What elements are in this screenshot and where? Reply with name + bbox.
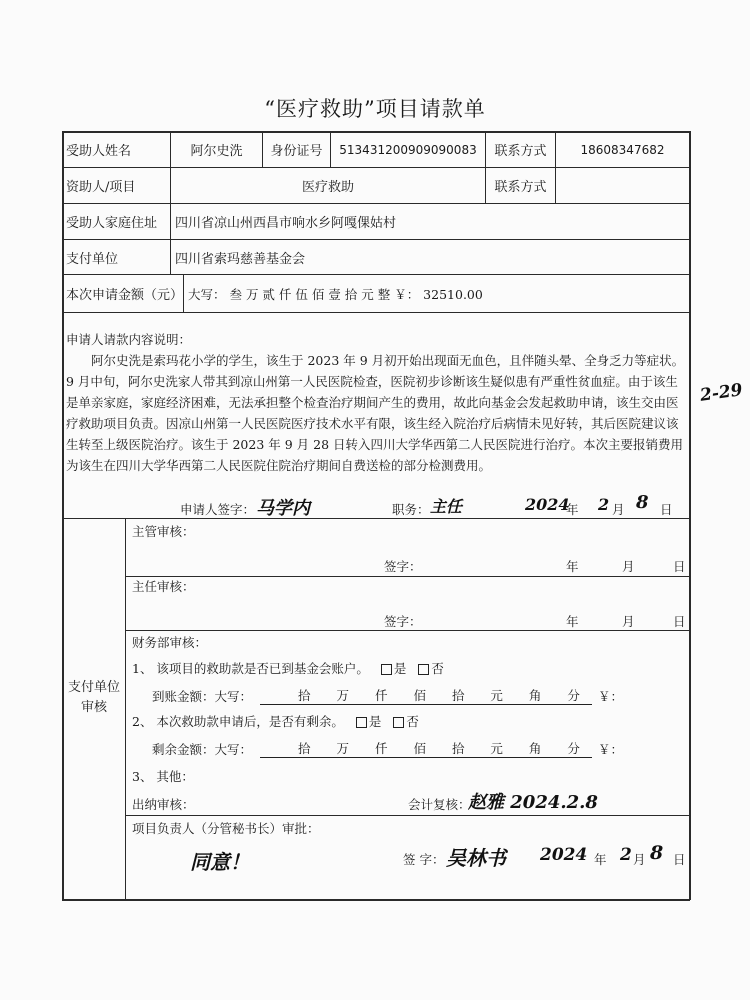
margin-note: 2-29 bbox=[698, 380, 744, 406]
unit-bai: 佰 bbox=[413, 741, 426, 756]
finance-q1 bbox=[132, 659, 444, 677]
unit-shi: 拾 bbox=[451, 741, 465, 756]
q2-yes-checkbox[interactable] bbox=[356, 717, 367, 728]
q2-no-checkbox[interactable] bbox=[393, 717, 404, 728]
applicant-day: 8 bbox=[636, 492, 649, 513]
finance-q2-text: 2、 本次救助款申请后，是否有剩余。 bbox=[132, 714, 344, 729]
applicant-sign-label: 申请人签字： bbox=[180, 502, 256, 517]
received-currency: ￥： bbox=[598, 689, 624, 704]
supervisor-day: 日 bbox=[673, 559, 686, 574]
unit-yuan: 元 bbox=[490, 741, 503, 756]
q1-yes-label: 是 bbox=[393, 661, 407, 676]
applicant-year: 2024 bbox=[525, 495, 570, 514]
unit-jiao: 角 bbox=[528, 741, 542, 756]
project-lead-sign-label: 签 字： bbox=[403, 852, 445, 867]
amount-label: 本次申请金额（元） bbox=[66, 288, 184, 303]
table-border-right bbox=[689, 131, 691, 900]
unit-fen: 分 bbox=[567, 688, 580, 703]
table-border-left bbox=[62, 131, 64, 900]
project-lead-signature: 吴林书 bbox=[446, 846, 506, 870]
director-day: 日 bbox=[673, 614, 686, 629]
row-line bbox=[125, 576, 690, 577]
sponsor-project-label: 资助人/项目 bbox=[66, 180, 136, 195]
form-title: “医疗救助”项目请款单 bbox=[264, 97, 486, 121]
description-body: 阿尔史洗是索玛花小学的学生，该生于 2023 年 9 月初开始出现面无血色，且伴随头晕、全身乏力等症状。9 月中旬，阿尔史洗家人带其到凉山州第一人民医院检查，医院初步诊断该生疑似患有严重性贫血症。由于该生是单亲家庭，家庭经济困难，无法承担整个检查治疗期间产生的费用，故此向基金会发起救助申请，该生交由医疗救助项目负责。因凉山州第一人民医院医疗技术水平有限，该生经入院治疗后病情未见好转，其后医院建议该生转至上级医院治疗。该生于 2023 年 9 月 28 日转入四川大学华西第二人民医院进行治疗。本次主要报销费用为该生在四川大学华西第二人民医院住院治疗期间自费送检的部分检测费用。 bbox=[66, 353, 685, 473]
unit-shi: 拾 bbox=[298, 688, 311, 703]
cashier-label: 出纳审核： bbox=[132, 797, 195, 812]
sponsor-contact-label: 联系方式 bbox=[494, 180, 547, 195]
q1-yes-checkbox[interactable] bbox=[381, 664, 392, 675]
address-label: 受助人家庭住址 bbox=[66, 216, 158, 231]
applicant-position-label: 职务： bbox=[392, 502, 430, 517]
row-line bbox=[62, 518, 690, 519]
payment-unit-value: 四川省索玛慈善基金会 bbox=[175, 251, 306, 267]
finance-label: 财务部审核： bbox=[132, 635, 208, 650]
id-number-value: 513431200909090083 bbox=[339, 142, 477, 157]
unit-wan: 万 bbox=[336, 741, 349, 756]
finance-q3: 3、 其他： bbox=[132, 769, 194, 784]
director-month: 月 bbox=[622, 614, 635, 629]
q2-yes-label: 是 bbox=[368, 714, 382, 729]
unit-qian: 仟 bbox=[374, 741, 388, 756]
project-lead-label: 项目负责人（分管秘书长）审批： bbox=[132, 821, 320, 836]
project-lead-day: 8 bbox=[650, 842, 664, 864]
unit-shi: 拾 bbox=[298, 741, 311, 756]
remaining-amount-label: 剩余金额：大写： bbox=[152, 742, 253, 757]
payment-unit-label: 支付单位 bbox=[66, 251, 119, 267]
unit-wan: 万 bbox=[336, 688, 349, 703]
finance-q1-text: 1、 该项目的救助款是否已到基金会账户。 bbox=[132, 661, 369, 676]
recipient-name-label: 受助人姓名 bbox=[66, 144, 132, 159]
accountant-signature: 赵雅 2024.2.8 bbox=[468, 792, 598, 813]
received-amount-underline bbox=[260, 704, 592, 705]
project-lead-comment: 同意！ bbox=[190, 850, 250, 874]
applicant-signature: 马学内 bbox=[256, 498, 310, 519]
unit-fen: 分 bbox=[567, 741, 580, 756]
director-year: 年 bbox=[566, 614, 579, 629]
table-border-bottom bbox=[62, 899, 690, 901]
contact-label: 联系方式 bbox=[494, 144, 547, 159]
supervisor-month: 月 bbox=[622, 559, 635, 574]
q1-no-checkbox[interactable] bbox=[418, 664, 429, 675]
supervisor-sign-label: 签字： bbox=[384, 559, 422, 574]
q1-no-label: 否 bbox=[431, 661, 444, 676]
unit-qian: 仟 bbox=[374, 688, 388, 703]
id-number-label: 身份证号 bbox=[270, 144, 323, 159]
applicant-year-unit: 年 bbox=[566, 502, 579, 517]
project-lead-year: 2024 bbox=[540, 845, 588, 865]
unit-jiao: 角 bbox=[528, 688, 542, 703]
remaining-currency: ￥： bbox=[598, 742, 624, 757]
director-label: 主任审核： bbox=[132, 579, 195, 594]
project-lead-month: 2 bbox=[620, 845, 632, 865]
description-block bbox=[66, 329, 686, 476]
contact-value: 18608347682 bbox=[580, 142, 665, 157]
row-line bbox=[62, 312, 690, 313]
row-line bbox=[125, 815, 690, 816]
received-amount-label: 到账金额：大写： bbox=[152, 689, 253, 704]
remaining-amount-units bbox=[298, 739, 580, 757]
project-lead-month-unit: 月 bbox=[633, 852, 646, 867]
applicant-month-unit: 月 bbox=[612, 502, 625, 517]
applicant-position-value: 主任 bbox=[430, 497, 463, 516]
unit-bai: 佰 bbox=[413, 688, 426, 703]
supervisor-label: 主管审核： bbox=[132, 524, 195, 539]
accountant-label: 会计复核： bbox=[408, 797, 471, 812]
unit-yuan: 元 bbox=[490, 688, 503, 703]
col-line bbox=[170, 239, 171, 274]
unit-shi: 拾 bbox=[451, 688, 465, 703]
supervisor-year: 年 bbox=[566, 559, 579, 574]
received-amount-units bbox=[298, 686, 580, 704]
finance-q2 bbox=[132, 712, 419, 730]
sponsor-contact-value bbox=[556, 168, 689, 203]
applicant-month: 2 bbox=[598, 495, 610, 514]
row-line bbox=[125, 630, 690, 631]
director-sign-label: 签字： bbox=[384, 614, 422, 629]
recipient-name-value: 阿尔史洗 bbox=[190, 144, 243, 159]
payment-review-label: 支付单位审核 bbox=[67, 680, 120, 715]
col-line bbox=[125, 518, 126, 900]
project-lead-year-unit: 年 bbox=[594, 852, 607, 867]
applicant-day-unit: 日 bbox=[660, 502, 673, 517]
amount-value: 大写： 叁 万 贰 仟 伍 佰 壹 拾 元 整 ￥： 32510.00 bbox=[188, 286, 483, 302]
description-heading: 申请人请款内容说明： bbox=[66, 332, 192, 347]
address-value: 四川省凉山州西昌市响水乡阿嘎倮姑村 bbox=[175, 216, 397, 231]
remaining-amount-underline bbox=[260, 757, 592, 758]
sponsor-project-value: 医疗救助 bbox=[301, 180, 354, 195]
q2-no-label: 否 bbox=[406, 714, 419, 729]
project-lead-day-unit: 日 bbox=[673, 852, 686, 867]
col-line bbox=[183, 274, 184, 312]
